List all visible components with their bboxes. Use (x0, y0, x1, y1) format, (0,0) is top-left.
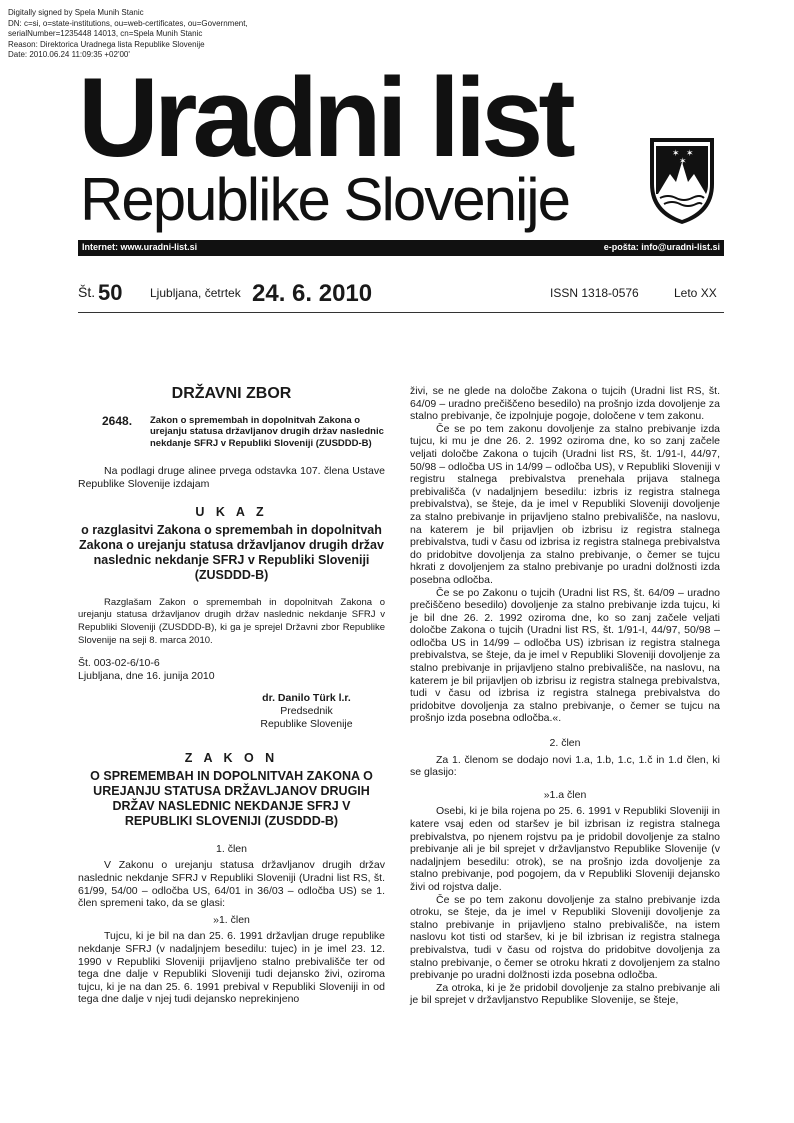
issn: ISSN 1318-0576 (550, 286, 639, 300)
article-heading: 1. člen (216, 842, 247, 855)
masthead-subtitle: Republike Slovenije (80, 166, 569, 233)
volume-year: Leto XX (674, 286, 717, 300)
issue-line (78, 282, 724, 313)
law-entry (78, 415, 385, 450)
signature-line: DN: c=si, o=state-institutions, ou=web-certificates, ou=Government, (8, 18, 248, 28)
ukaz-title: o razglasitvi Zakona o spremembah in dopolnitvah Zakona o urejanju statusa državljanov drugih držav naslednic nekdanje SFRJ v Republiki Sloveniji (ZUSDDD-B) (79, 522, 384, 582)
issue-number: 50 (98, 280, 123, 305)
paragraph: Za 1. členom se dodajo novi 1.a, 1.b, 1.c, 1.č in 1.d člen, ki se glasijo: (410, 753, 720, 779)
signature-line: Digitally signed by Spela Munih Stanic (8, 8, 144, 17)
signature-line: serialNumber=1235448 14013, cn=Spela Munih Stanic (8, 29, 203, 38)
paragraph: Če se po tem zakonu dovoljenje za stalno prebivanje izda tujcu, ki mu je dne 26. 2. 1992 oziroma dne, ko so zanj začele veljati določbe Zakona o tujcih (Uradni list RS, št. 1/91-I, 44/97, 50/98 – odločba US in 14/99 – odločba US), v Republiki Sloveniji v registru stalnega prebivalstva prenehala prijava stalnega prebivališča (v nadaljnjem besedilu: izbris iz registra stalnega prebivalstva), se šteje, da je imel v Republiki Sloveniji dovoljenje za stalno prebivanje in prijavljeno stalno prebivališče, na naslovu, na katerem je bil prijavljen ob izbrisu iz registra stalnega prebivalstva, tudi v času od izbrisa iz registra stalnega prebivalstva do pridobitve dovoljenja za stalno prebivanje, o čemer se tujcu hkrati z dovoljenjem za stalno prebivanje po uradni dolžnosti izda posebna odločba. (410, 422, 720, 586)
paragraph: Razglašam Zakon o spremembah in dopolnitvah Zakona o urejanju statusa državljanov drugih držav naslednic nekdanje SFRJ v Republiki Sloveniji (ZUSDDD-B), ki ga je sprejel Državni zbor Republike Slovenije na seji 8. marca 2010. (78, 596, 385, 646)
zakon-title: O SPREMEMBAH IN DOPOLNITVAH ZAKONA O UREJANJU STATUSA DRŽAVLJANOV DRUGIH DRŽAV NASLEDNIC NEKDANJE SFRJ V REPUBLIKI SLOVENIJI (ZUSDDD-B) (90, 768, 373, 828)
left-column (78, 385, 385, 1006)
law-number: 2648. (102, 413, 133, 428)
signature-line: Date: 2010.06.24 11:09:35 +02'00' (8, 50, 130, 59)
svg-text:✶: ✶ (686, 149, 694, 159)
zakon-heading: Z A K O N (184, 751, 279, 766)
signer-org: Republike Slovenije (260, 717, 353, 730)
paragraph: V Zakonu o urejanju statusa državljanov drugih držav naslednic nekdanje SFRJ v Republiki Sloveniji (Uradni list RS, št. 61/99, 54/00 – odločba US, 64/01 in 36/03 – odločba US) se 1. člen spremeni tako, da se glasi: (78, 859, 385, 910)
paragraph: Osebi, ki je bila rojena po 25. 6. 1991 v Republiki Sloveniji in katere vsaj eden od staršev je bil izbrisan iz registra stalnega prebivalstva, po njenem rojstvu pa je pridobil dovoljenje za stalno prebivanje ali je bil sprejet v državljanstvo Republike Slovenije (v nadaljnjem besedilu: otrok), se na prošnjo izda dovoljenje za stalno prebivanje, pod pogojem, da v Republiki Sloveniji dejansko živi od rojstva dalje. (410, 805, 720, 893)
paragraph: Če se po tem zakonu dovoljenje za stalno prebivanje izda otroku, se šteje, da je imel v Republiki Sloveniji dovoljenje za stalno prebivanje in prijavljeno stalno prebivališče, na istem naslovu kot tisti od staršev, ki je bil izbrisan iz registra stalnega prebivalstva, tudi v času od rojstva do pridobitve dovoljenja za stalno prebivanje, o čemer se otroku hkrati z dovoljenjem za stalno prebivanje po uradni dolžnosti izda posebna odločba. (410, 893, 720, 982)
section-heading: DRŽAVNI ZBOR (171, 385, 292, 402)
issue-date: 24. 6. 2010 (252, 280, 373, 307)
digital-signature-block (8, 8, 248, 61)
article-heading: 2. člen (549, 737, 581, 750)
issue-city-day: Ljubljana, četrtek (150, 286, 241, 300)
masthead-bar (78, 240, 724, 256)
paragraph: Če se po Zakonu o tujcih (Uradni list RS, št. 64/09 – uradno prečiščeno besedilo) dovoljenje za stalno prebivanje izda tujcu, ki je bil dne 26. 2. 1992 oziroma dne, ko so zanj začele veljati določbe Zakona o tujcih (Uradni list RS, št. 1/91-I, 44/97, 50/98 – odločba US in 14/99 – odločba US) izbrisan iz registra stalnega prebivalstva, se šteje, da je imel v Republiki Sloveniji dovoljenje za stalno prebivanje in prijavljeno stalno prebivališče, na naslovu, na katerem je bil prijavljen ob izbrisu iz registra stalnega prebivalstva, tudi v času od izbrisa iz registra stalnega prebivalstva do pridobitve dovoljenja za stalno prebivanje, o čemer se tujcu na prošnjo izda posebna odločba.«. (410, 586, 720, 725)
coat-of-arms-icon (646, 134, 718, 226)
article-heading: »1. člen (213, 913, 250, 926)
paragraph: živi, se ne glede na določbe Zakona o tujcih (Uradni list RS, št. 64/09 – uradno prečiščeno besedilo) na prošnjo izda dovoljenje za stalno prebivanje, če izpolnjuje pogoje, določene v tem zakonu. (410, 385, 720, 423)
signature-line: Reason: Direktorica Uradnega lista Republike Slovenije (8, 39, 205, 49)
website-link[interactable]: Internet: www.uradni-list.si (82, 242, 198, 252)
email-link[interactable]: e-pošta: info@uradni-list.si (603, 242, 720, 252)
reference-number: Št. 003-02-6/10-6 (78, 657, 160, 670)
ukaz-heading: U K A Z (195, 505, 268, 520)
issue-number-label: Št. (78, 284, 96, 300)
svg-text:✶: ✶ (672, 149, 680, 159)
paragraph: Tujcu, ki je bil na dan 25. 6. 1991 državljan druge republike nekdanje SFRJ (v nadaljnjem besedilu: tujec) in je imel 23. 12. 1990 v Republiki Sloveniji prijavljeno stalno prebivališče ter od tega dne dalje v Republiki Sloveniji tudi dejansko živi, oziroma tujcu, ki je na dan 25. 6. 1991 prebival v Republiki Sloveniji in od tega dne dalje v njej tudi dejansko neprekinjeno (78, 930, 385, 1006)
signer-name: dr. Danilo Türk l.r. (262, 692, 351, 705)
signer-role: Predsednik (280, 705, 333, 718)
svg-text:✶: ✶ (679, 157, 687, 167)
place-date: Ljubljana, dne 16. junija 2010 (78, 669, 215, 682)
law-title: Zakon o spremembah in dopolnitvah Zakona o urejanju statusa državljanov drugih držav naslednic nekdanje SFRJ v Republiki Sloveniji (ZUSDDD-B) (150, 414, 384, 449)
article-heading: »1.a člen (543, 788, 587, 801)
paragraph: Na podlagi druge alinee prvega odstavka 107. člena Ustave Republike Slovenije izdajam (78, 465, 385, 490)
right-column (410, 385, 720, 1007)
masthead-title: Uradni list (78, 55, 571, 180)
paragraph: Za otroka, ki je že pridobil dovoljenje za stalno prebivanje ali je bil sprejet v državljanstvo Republike Slovenije, se šteje, (410, 981, 720, 1007)
